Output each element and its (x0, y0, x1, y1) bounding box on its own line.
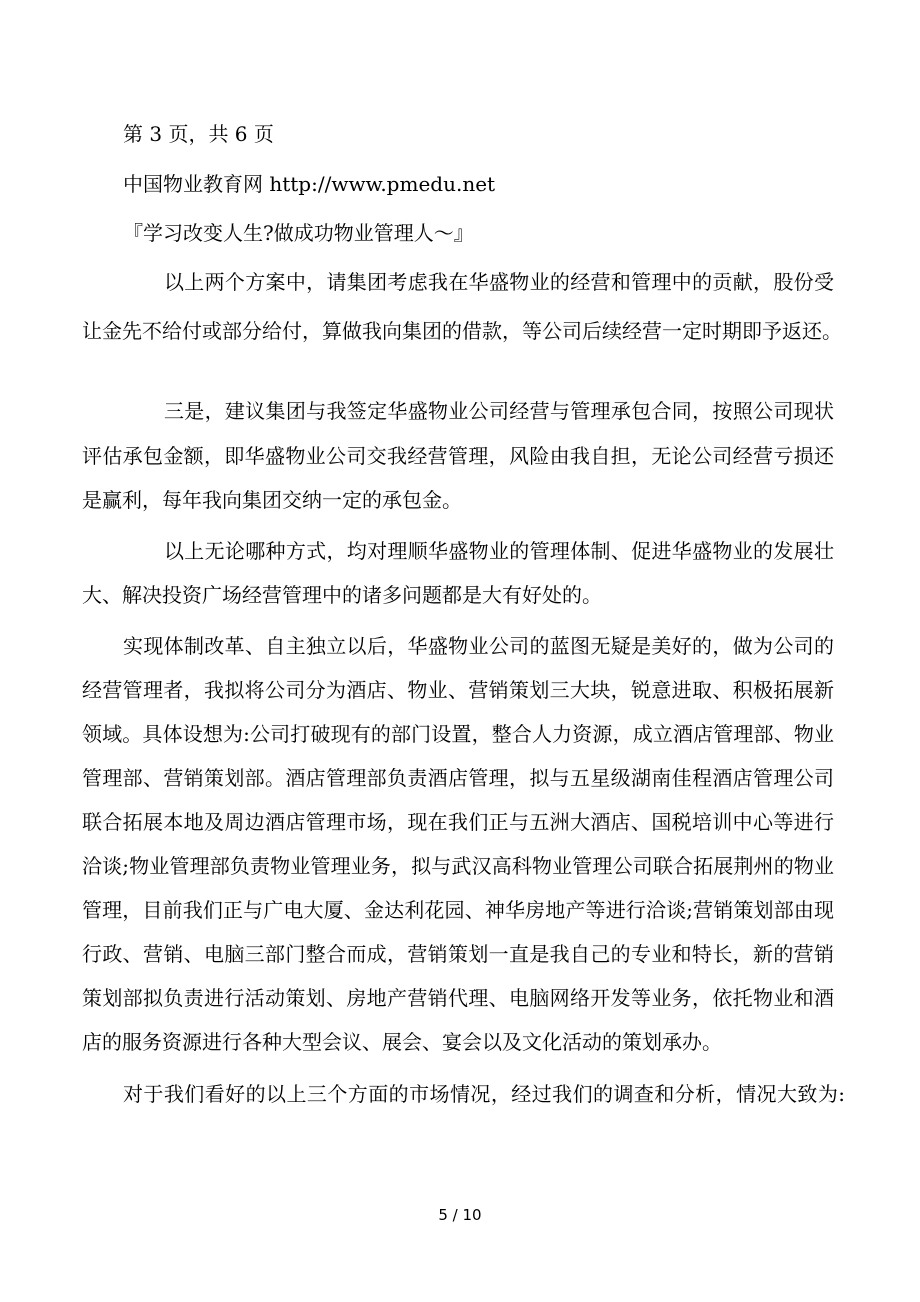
paragraph-2-line-2: 评估承包金额，即华盛物业公司交我经营管理，风险由我自担，无论公司经营亏损还 (82, 444, 834, 468)
site-line: 中国物业教育网 http://www.pmedu.net (123, 172, 496, 196)
paragraph-3-line-2: 大、解决投资广场经营管理中的诸多问题都是大有好处的。 (82, 583, 602, 607)
paragraph-1-line-2: 让金先不给付或部分给付，算做我向集团的借款，等公司后续经营一定时期即予返还。 (82, 319, 842, 343)
paragraph-4-line-2: 经营管理者，我拟将公司分为酒店、物业、营销策划三大块，锐意进取、积极拓展新 (82, 678, 834, 702)
paragraph-4-line-5: 联合拓展本地及周边酒店管理市场，现在我们正与五洲大酒店、国税培训中心等进行 (82, 810, 834, 834)
paragraph-5-line-1: 对于我们看好的以上三个方面的市场情况，经过我们的调查和分析，情况大致为: (123, 1082, 845, 1106)
page-info: 第 3 页，共 6 页 (123, 122, 274, 146)
paragraph-4-line-1: 实现体制改革、自主独立以后，华盛物业公司的蓝图无疑是美好的，做为公司的 (123, 634, 834, 658)
paragraph-2-line-3: 是赢利，每年我向集团交纳一定的承包金。 (82, 488, 462, 512)
paragraph-4-line-7: 管理，目前我们正与广电大厦、金达利花园、神华房地产等进行洽谈;营销策划部由现 (82, 898, 834, 922)
page-number: 5 / 10 (438, 1206, 482, 1224)
paragraph-4-line-10: 店的服务资源进行各种大型会议、展会、宴会以及文化活动的策划承办。 (82, 1030, 722, 1054)
paragraph-2-line-1: 三是，建议集团与我签定华盛物业公司经营与管理承包合同，按照公司现状 (164, 399, 834, 423)
paragraph-3-line-1: 以上无论哪种方式，均对理顺华盛物业的管理体制、促进华盛物业的发展壮 (164, 539, 834, 563)
paragraph-4-line-4: 管理部、营销策划部。酒店管理部负责酒店管理，拟与五星级湖南佳程酒店管理公司 (82, 766, 834, 790)
paragraph-4-line-3: 领域。具体设想为:公司打破现有的部门设置，整合人力资源，成立酒店管理部、物业 (82, 722, 834, 746)
slogan: 『学习改变人生?做成功物业管理人～』 (123, 221, 474, 245)
paragraph-4-line-8: 行政、营销、电脑三部门整合而成，营销策划一直是我自己的专业和特长，新的营销 (82, 942, 834, 966)
paragraph-4-line-6: 洽谈;物业管理部负责物业管理业务，拟与武汉高科物业管理公司联合拓展荆州的物业 (82, 854, 834, 878)
paragraph-4-line-9: 策划部拟负责进行活动策划、房地产营销代理、电脑网络开发等业务，依托物业和酒 (82, 986, 834, 1010)
paragraph-1-line-1: 以上两个方案中，请集团考虑我在华盛物业的经营和管理中的贡献，股份受 (164, 270, 834, 294)
